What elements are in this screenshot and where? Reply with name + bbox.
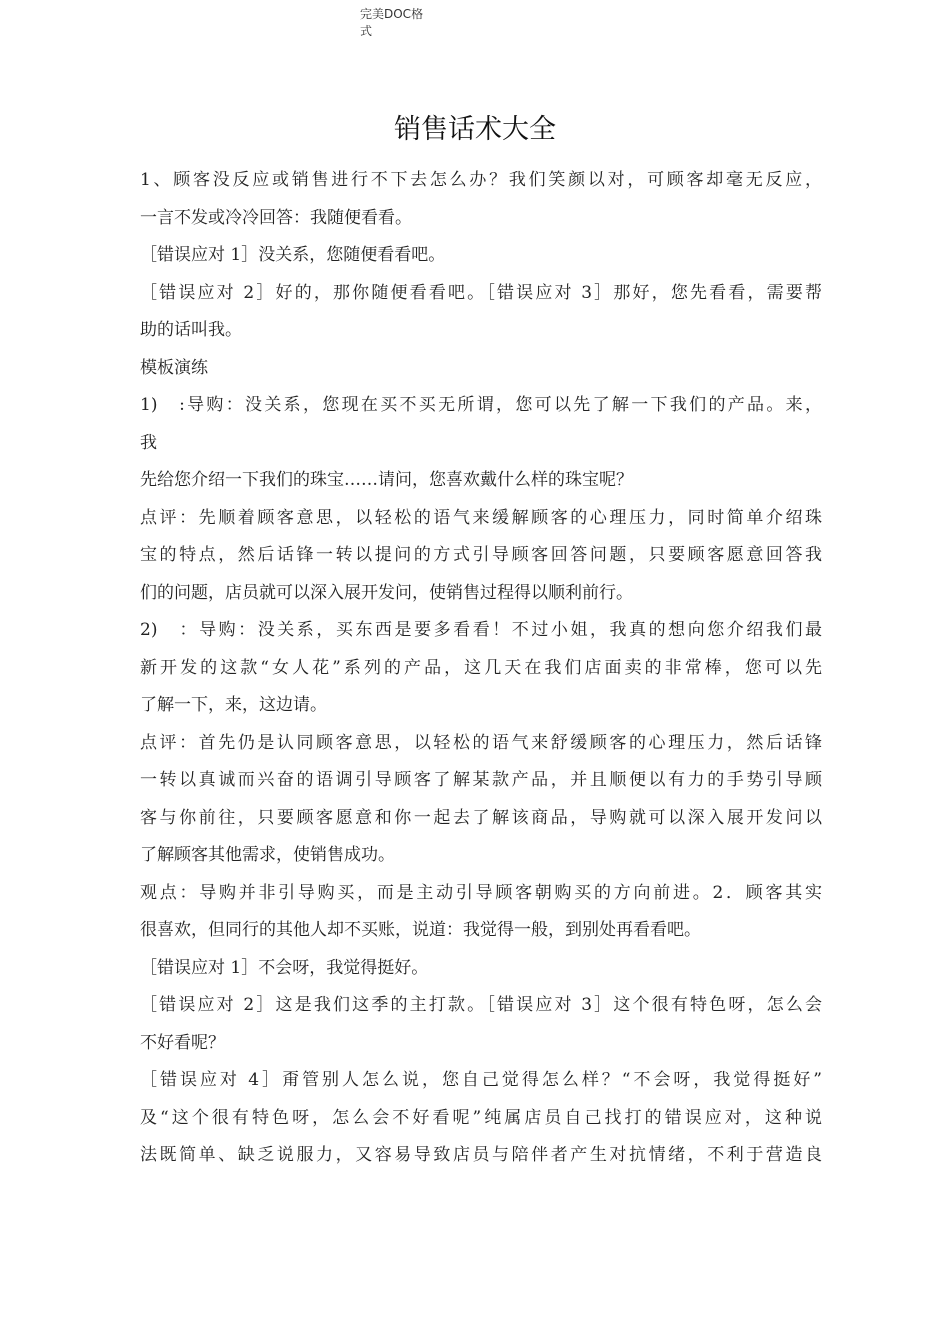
paragraph-line: 法既简单、缺乏说服力，又容易导致店员与陪伴者产生对抗情绪，不利于营造良 [140, 1145, 822, 1165]
paragraph-line: 新开发的这款“女人花”系列的产品，这几天在我们店面卖的非常棒，您可以先 [140, 657, 822, 678]
paragraph-line: 及“这个很有特色呀，怎么会不好看呢”纯属店员自己找打的错误应对，这种说 [140, 1107, 822, 1128]
paragraph-line: 了解顾客其他需求，使销售成功。 [140, 845, 395, 865]
paragraph-line: 一言不发或冷冷回答：我随便看看。 [140, 207, 412, 228]
document-body [140, 162, 822, 1175]
paragraph-line: 客与你前往，只要顾客愿意和你一起去了解该商品，导购就可以深入展开发问以 [140, 807, 822, 828]
paragraph-line: 助的话叫我。 [140, 320, 242, 340]
paragraph-line: 了解一下，来，这边请。 [140, 695, 327, 715]
paragraph-line: 模板演练 [140, 357, 208, 378]
paragraph-line: 点评：先顺着顾客意思，以轻松的语气来缓解顾客的心理压力，同时简单介绍珠 [140, 507, 822, 528]
paragraph-line: 1) :导购：没关系，您现在买不买无所谓，您可以先了解一下我们的产品。来， [140, 395, 822, 415]
header-line-2: 式 [360, 24, 373, 38]
paragraph-line: 1、顾客没反应或销售进行不下去怎么办？我们笑颜以对，可顾客却毫无反应， [140, 170, 822, 190]
paragraph-line: ［错误应对 4］甭管别人怎么说，您自己觉得怎么样？“不会呀，我觉得挺好” [140, 1070, 822, 1090]
document-title: 销售话术大全 [394, 114, 556, 145]
paragraph-line: 2) ：导购：没关系，买东西是要多看看！不过小姐，我真的想向您介绍我们最 [140, 620, 822, 640]
header-line-1: 完美DOC格 [360, 7, 424, 21]
paragraph-line: 我 [140, 432, 157, 453]
page-header [360, 6, 440, 40]
paragraph-line: 们的问题，店员就可以深入展开发问，使销售过程得以顺利前行。 [140, 582, 633, 603]
paragraph-line: ［错误应对 2］这是我们这季的主打款。［错误应对 3］这个很有特色呀，怎么会 [140, 995, 822, 1015]
paragraph-line: ［错误应对 1］没关系，您随便看看吧。 [140, 245, 446, 265]
paragraph-line: 宝的特点，然后话锋一转以提问的方式引导顾客回答问题，只要顾客愿意回答我 [140, 545, 822, 565]
paragraph-line: 点评：首先仍是认同顾客意思，以轻松的语气来舒缓顾客的心理压力，然后话锋 [140, 732, 822, 753]
paragraph-line: 很喜欢，但同行的其他人却不买账，说道：我觉得一般，到别处再看看吧。 [140, 920, 701, 940]
paragraph-line: 观点：导购并非引导购买，而是主动引导顾客朝购买的方向前进。2．顾客其实 [140, 882, 822, 903]
paragraph-line: ［错误应对 2］好的，那你随便看看吧。［错误应对 3］那好，您先看看，需要帮 [140, 282, 822, 303]
paragraph-line: ［错误应对 1］不会呀，我觉得挺好。 [140, 957, 429, 978]
paragraph-line: 不好看呢？ [140, 1032, 225, 1053]
paragraph-line: 先给您介绍一下我们的珠宝……请问，您喜欢戴什么样的珠宝呢？ [140, 470, 633, 490]
paragraph-line: 一转以真诚而兴奋的语调引导顾客了解某款产品，并且顺便以有力的手势引导顾 [140, 770, 822, 790]
